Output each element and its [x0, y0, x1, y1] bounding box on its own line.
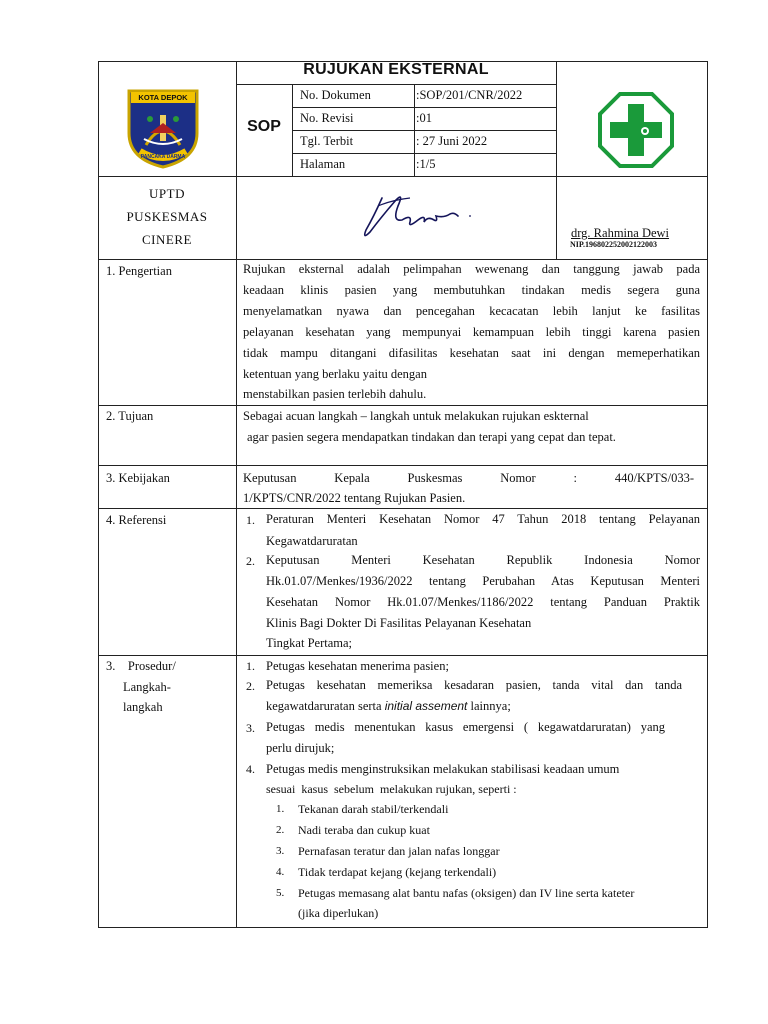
list-line: Pernafasan teratur dan jalan nafas longgar: [298, 844, 500, 858]
list-number: 1.: [246, 659, 255, 673]
tujuan-label: 2. Tujuan: [106, 409, 154, 423]
list-number: 2.: [276, 824, 285, 836]
list-number: 3.: [246, 721, 255, 735]
meta-label-revisi: No. Revisi: [300, 111, 354, 125]
paragraph-line: agar pasien segera mendapatkan tindakan dan terapi yang cepat dan tepat.: [247, 430, 616, 444]
signer-nip: NIP.196802252002122003: [570, 240, 658, 249]
logo-bottom-text: PANCAKA DARMA: [140, 154, 186, 160]
list-number: 1.: [276, 803, 285, 815]
list-line: sesuai kasus sebelum melakukan rujukan, seperti :: [266, 782, 517, 796]
list-number: 4.: [246, 762, 255, 776]
paragraph-line: Rujukan eksternal adalah pelimpahan wewenang dan tanggung jawab pada: [243, 262, 700, 276]
list-line-text: kegawatdaruratan serta: [266, 699, 385, 713]
list-line: Petugas kesehatan memeriksa kesadaran pasien, tanda vital dan tanda: [266, 678, 682, 692]
list-line: [266, 698, 511, 714]
org-line1: UPTD: [149, 186, 185, 201]
list-line: Kegawatdaruratan: [266, 534, 358, 548]
paragraph-line: Sebagai acuan langkah – langkah untuk melakukan rujukan eskternal: [243, 409, 589, 423]
list-line: Tingkat Pertama;: [266, 636, 352, 650]
pengertian-label: 1. Pengertian: [106, 264, 172, 278]
sop-label: SOP: [247, 118, 281, 135]
kebijakan-label: 3. Kebijakan: [106, 471, 170, 485]
paragraph-line: 1/KPTS/CNR/2022 tentang Rujukan Pasien.: [243, 491, 466, 505]
paragraph-line: ketentuan yang berlaku yaitu dengan: [243, 367, 427, 381]
list-line: Petugas medis menentukan kasus emergensi ( kegawatdaruratan) yang: [266, 720, 665, 734]
list-line: Klinis Bagi Dokter Di Fasilitas Pelayanan Kesehatan: [266, 616, 532, 630]
list-number: 4.: [276, 866, 285, 878]
document-title: RUJUKAN EKSTERNAL: [303, 61, 489, 78]
logo-top-text: KOTA DEPOK: [138, 93, 188, 102]
paragraph-line: pelayanan kesehatan yang mempunyai kemampuan lebih tinggi karena pasien: [243, 325, 700, 339]
list-line-text: lainnya;: [467, 699, 511, 713]
paragraph-line: tidak mampu ditangani difasilitas kesehatan saat ini dengan memeperhatikan: [243, 346, 700, 360]
paragraph-line: keadaan klinis pasien yang membutuhkan tindakan medis segera guna: [243, 283, 700, 297]
list-line: (jika diperlukan): [298, 906, 379, 920]
list-line: perlu dirujuk;: [266, 741, 335, 755]
list-line: Petugas memasang alat bantu nafas (oksigen) dan IV line serta kateter: [298, 886, 635, 900]
list-line: Kesehatan Nomor Hk.01.07/Menkes/1186/2022 tentang Panduan Praktik: [266, 595, 700, 609]
prosedur-label-line: Langkah-: [123, 680, 171, 694]
list-line: Nadi teraba dan cukup kuat: [298, 823, 430, 837]
list-line: Tidak terdapat kejang (kejang terkendali): [298, 865, 497, 879]
meta-value-halaman: :1/5: [416, 157, 436, 171]
signer-name: drg. Rahmina Dewi: [571, 226, 670, 240]
org-line3: CINERE: [142, 232, 192, 247]
list-line: Peraturan Menteri Kesehatan Nomor 47 Tahun 2018 tentang Pelayanan: [266, 512, 700, 526]
list-line: Keputusan Menteri Kesehatan Republik Indonesia Nomor: [266, 553, 700, 567]
meta-label-terbit: Tgl. Terbit: [300, 134, 354, 148]
list-line: Tekanan darah stabil/terkendali: [298, 802, 449, 816]
list-number: 2.: [246, 679, 255, 693]
list-number: 1.: [246, 513, 255, 527]
list-number: 3.: [276, 845, 285, 857]
paragraph-line: menyelamatkan nyawa dan pencegahan kecacatan lebih lanjut ke fasilitas: [243, 304, 700, 318]
meta-label-dokumen: No. Dokumen: [300, 88, 371, 102]
list-line: Hk.01.07/Menkes/1936/2022 tentang Perubahan Atas Keputusan Menteri: [266, 574, 700, 588]
italic-term: initial assement: [384, 699, 468, 713]
org-line2: PUSKESMAS: [126, 209, 208, 224]
paragraph-line: Keputusan Kepala Puskesmas Nomor : 440/KPTS/033-: [243, 471, 694, 485]
prosedur-label-line: 3. Prosedur/: [106, 659, 176, 673]
list-line: Petugas kesehatan menerima pasien;: [266, 659, 449, 673]
list-line: Petugas medis menginstruksikan melakukan stabilisasi keadaan umum: [266, 762, 620, 776]
referensi-label: 4. Referensi: [106, 513, 167, 527]
meta-value-terbit: : 27 Juni 2022: [416, 134, 488, 148]
signature-image: [352, 186, 482, 256]
meta-value-revisi: :01: [416, 111, 432, 125]
list-number: 5.: [276, 887, 285, 899]
paragraph-line: menstabilkan pasien terlebih dahulu.: [243, 387, 427, 401]
prosedur-label-line: langkah: [123, 700, 163, 714]
meta-value-dokumen: :SOP/201/CNR/2022: [416, 88, 523, 102]
list-number: 2.: [246, 554, 255, 568]
puskesmas-logo: [596, 90, 676, 170]
depok-logo: [126, 87, 200, 169]
meta-label-halaman: Halaman: [300, 157, 346, 171]
